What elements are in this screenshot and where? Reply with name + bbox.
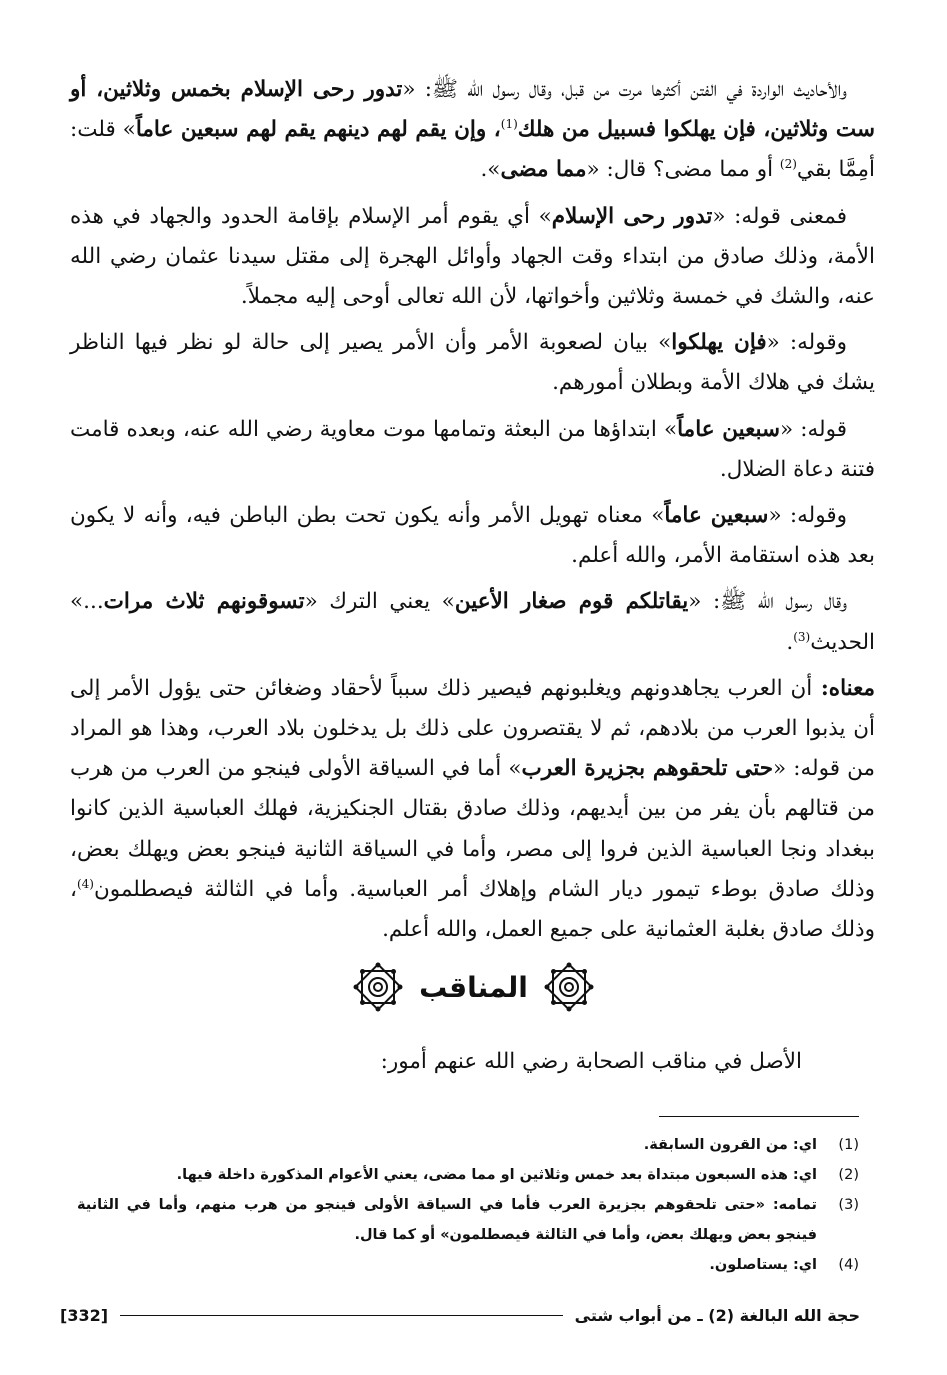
body-text — [70, 70, 875, 956]
footnote — [77, 1160, 859, 1190]
text-run: فمعنى قوله: « — [712, 203, 847, 229]
text-run: » قلت: أمِمَّا بقي — [70, 117, 875, 183]
footnote — [77, 1250, 859, 1280]
text-run: » معناه تهويل الأمر وأنه يكون تحت بطن الباطن فيه، وأنه لا يكون بعد هذه استقامة الأمر، والله أعلم. — [70, 503, 875, 569]
footnote — [77, 1130, 859, 1160]
paragraph — [70, 197, 875, 318]
running-title: حجة الله البالغة (2) ـ من أبواب شتى — [574, 1305, 860, 1325]
footnote-number: (3) — [838, 1197, 859, 1213]
footnote-text: اي: يستاصلون. — [709, 1257, 817, 1273]
text-run: ...» الحديث — [70, 589, 875, 655]
quoted-text: تسوقونهم ثلاث مرات — [103, 589, 305, 615]
footnotes — [77, 1130, 859, 1280]
octagram-ornament-icon — [351, 960, 405, 1014]
text-run: وقوله: « — [766, 330, 847, 356]
text-run: . — [786, 629, 794, 655]
text-run: » بيان لصعوبة الأمر وأن الأمر يصير إلى حالة لو نظر فيها الناظر يشك في هلاك الأمة وبطلان أمورهم. — [70, 330, 875, 396]
paragraph — [70, 70, 875, 191]
paragraph — [70, 323, 875, 403]
footnote-number: (1) — [838, 1137, 859, 1153]
quoted-text: مما مضى — [500, 157, 587, 183]
text-run: » ابتداؤها من البعثة وتمامها موت معاوية رضي الله عنه، وبعده قامت فتنة دعاة الضلال. — [70, 416, 875, 482]
octagram-ornament-icon — [542, 960, 596, 1014]
text-run: ، وذلك صادق بغلبة العثمانية على جميع العمل، والله أعلم. — [70, 876, 875, 943]
quoted-text: ، وإن يقم لهم دينهم يقم لهم سبعين عاماً — [135, 117, 501, 143]
paragraph — [70, 496, 875, 576]
text-run: والأحاديث الواردة في الفتن أكثرها مرت من قبل، وقال رسول الله ﷺ: « — [402, 77, 847, 102]
section-heading — [0, 958, 947, 1016]
quoted-text: تدور رحى الإسلام — [551, 203, 713, 229]
text-run: قوله: « — [780, 416, 847, 442]
text-run: أو مما مضى؟ قال: « — [586, 157, 780, 183]
quoted-text: فإن يهلكوا — [671, 330, 767, 356]
footnote-marker: (4) — [76, 876, 94, 891]
paragraph — [70, 410, 875, 490]
footnote — [77, 1190, 859, 1250]
footer-rule — [120, 1315, 563, 1316]
footnote-text: اي: هذه السبعون مبتداة بعد خمس وثلاثين او مما مضى، يعني الأعوام المذكورة داخلة فيها. — [176, 1167, 817, 1183]
text-run: وقال رسول الله ﷺ: « — [688, 589, 848, 615]
section-title: المناقب — [419, 970, 528, 1004]
text-run: » يعني الترك « — [304, 589, 455, 615]
quoted-text: معناه: — [812, 675, 875, 701]
text-run: أن العرب يجاهدونهم ويغلبونهم فيصير ذلك سبباً لأحقاد وضغائن حتى يؤول الأمر إلى أن يذبوا العرب من بلادهم، ثم لا يقتصرون على ذلك بل يدخلون بلاد العرب، وهذا هو المراد من قوله: « — [70, 675, 875, 782]
page-number: [332] — [60, 1305, 109, 1325]
footnote-divider — [659, 1116, 859, 1117]
paragraph — [70, 582, 875, 662]
text-run: وقوله: « — [768, 503, 847, 529]
footnote-marker: (3) — [793, 629, 811, 644]
quoted-text: يقاتلكم قوم صغار الأعين — [454, 589, 689, 615]
footnote-text: تمامه: «حتى تلحقوهم بجزيرة العرب فأما في السياقة الأولى فينجو من هرب منهم، وأما في الثانية فينجو بعض ويهلك بعض، وأما في الثالثة فيصطلمون» أو كما قال. — [77, 1197, 817, 1243]
quoted-text: حتى تلحقوهم بجزيرة العرب — [521, 756, 773, 782]
paragraph — [70, 669, 875, 950]
text-run: » أي يقوم أمر الإسلام بإقامة الحدود والجهاد في هذه الأمة، وذلك صادق من ابتداء وقت الجهاد وأوائل الهجرة إلى مقتل سيدنا عثمان رضي الله عنه، والشك في خمسة وثلاثين وأخواتها، لأن الله تعالى أوحى إليه مجملاً. — [70, 203, 875, 310]
quoted-text: تدور رحى الإسلام بخمس وثلاثين، أو ست وثلاثين، فإن يهلكوا فسبيل من هلك — [70, 77, 875, 143]
text-run: » أما في السياقة الأولى فينجو من العرب من هرب من قتالهم بأن يفر من بين أيديهم، وذلك صادق بقتال الجنكيزية، فهلك العباسية الذين كانوا ببغداد ونجا العباسية الذين فروا إلى مصر، وأما في السياقة الثانية فينجو بعض ويهلك بعض، وذلك صادق بوطء تيمور ديار الشام وإهلاك أمر العباسية. وأما في الثالثة فيصطلمون — [70, 756, 875, 902]
footnote-marker: (1) — [500, 117, 518, 132]
quoted-text: سبعين عاماً — [677, 416, 781, 442]
footnote-marker: (2) — [779, 157, 797, 172]
footnote-text: اي: من القرون السابقة. — [643, 1137, 817, 1153]
intro-paragraph: الأصل في مناقب الصحابة رضي الله عنهم أمور: — [380, 1049, 802, 1074]
page-footer — [60, 1300, 860, 1330]
quoted-text: سبعين عاماً — [664, 503, 769, 529]
footnote-number: (2) — [838, 1167, 859, 1183]
text-run: ». — [480, 157, 501, 183]
footnote-number: (4) — [838, 1257, 859, 1273]
